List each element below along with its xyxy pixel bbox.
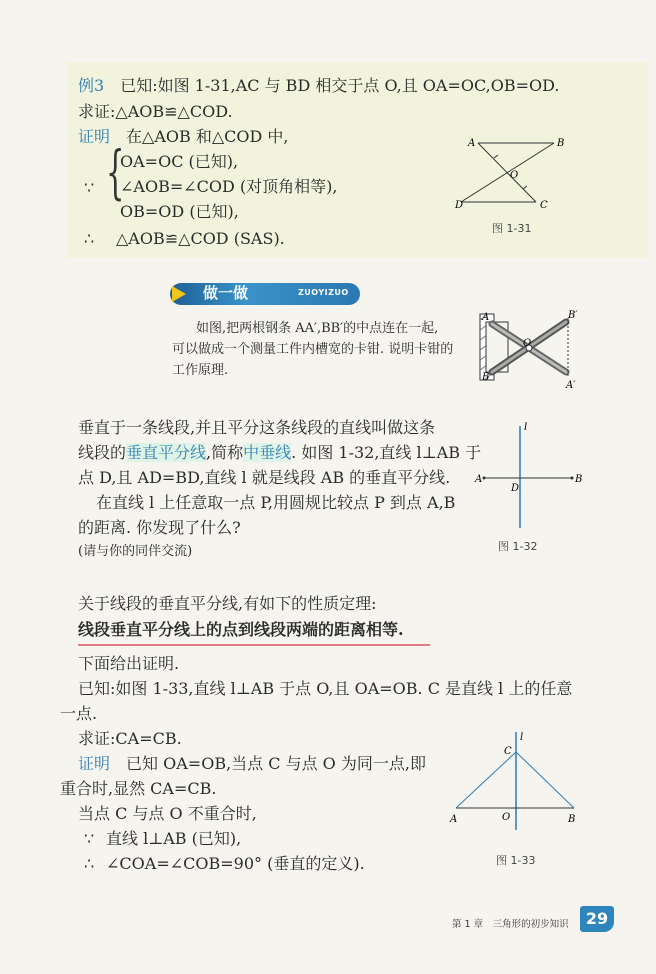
- label-l: l: [524, 422, 528, 433]
- given-text: 已知:如图 1-31,AC 与 BD 相交于点 O,且 OA=OC,OB=OD.: [120, 76, 560, 95]
- figure-1-33: [444, 730, 590, 830]
- page-number: 29: [580, 906, 614, 932]
- chapter-footer: 第 1 章 三角形的初步知识: [452, 919, 569, 930]
- definition-line-6: (请与你的同伴交流): [78, 544, 193, 559]
- label-l: l: [520, 732, 524, 743]
- figure-1-32: [476, 420, 596, 530]
- fig133-caption: 图 1-33: [496, 854, 536, 867]
- conclusion: △AOB≌△COD (SAS).: [116, 229, 285, 248]
- label-O: O: [523, 338, 532, 349]
- example-label: 例3: [78, 76, 105, 95]
- proof-line-8: 直线 l⊥AB (已知),: [106, 829, 242, 848]
- definition-line-3: 点 D,且 AD=BD,直线 l 就是线段 AB 的垂直平分线.: [78, 468, 451, 487]
- because-symbol: ∵: [84, 178, 95, 197]
- label-O: O: [502, 812, 511, 823]
- label-A: A: [482, 312, 490, 323]
- therefore-symbol: ∴: [84, 229, 95, 248]
- proof-label: 证明: [78, 127, 111, 146]
- label-B: B: [575, 474, 583, 485]
- proof-line-5: [78, 752, 426, 776]
- left-brace: {: [106, 138, 125, 206]
- proof-line-2: 已知:如图 1-33,直线 l⊥AB 于点 O,且 OA=OB. C 是直线 l 上的任意: [78, 679, 573, 698]
- tick-mark: [494, 155, 498, 158]
- because-symbol: ∵: [84, 829, 95, 848]
- theorem-underline: [78, 644, 430, 646]
- proof-line-1: 下面给出证明.: [78, 654, 180, 673]
- play-arrow-icon: [172, 286, 186, 302]
- label-D: D: [455, 200, 464, 211]
- segment-BD: [461, 143, 554, 202]
- point-B: [571, 477, 574, 480]
- proof-line-6: 重合时,显然 CA=CB.: [60, 779, 217, 798]
- point-A: [483, 477, 486, 480]
- fig131-caption: 图 1-31: [492, 222, 532, 235]
- definition-line-2: [78, 441, 481, 465]
- figure-1-31: [456, 132, 576, 222]
- example3-line1: [78, 74, 560, 98]
- tick-mark: [523, 186, 527, 189]
- label-A: A: [475, 474, 483, 485]
- label-C: C: [540, 200, 548, 211]
- text: . 如图 1-32,直线 l⊥AB 于: [291, 443, 482, 462]
- label-B: B: [482, 372, 490, 383]
- label-D: D: [511, 483, 520, 494]
- text: 线段的: [78, 443, 127, 462]
- label-O: O: [510, 170, 519, 181]
- proof-line-9: ∠COA=∠COB=90° (垂直的定义).: [106, 854, 365, 873]
- proof-line-3: 一点.: [60, 704, 98, 723]
- proof-intro: 在△AOB 和△COD 中,: [126, 127, 289, 146]
- label-B: B: [568, 814, 576, 825]
- activity-text-2: 可以做成一个测量工件内槽宽的卡钳. 说明卡钳的: [172, 342, 454, 357]
- activity-text-3: 工作原理.: [172, 363, 229, 378]
- theorem-statement: 线段垂直平分线上的点到线段两端的距离相等.: [78, 620, 404, 639]
- label-C: C: [504, 746, 512, 757]
- term-midperpendicular: 中垂线: [243, 443, 292, 462]
- condition-1: OA=OC (已知),: [120, 152, 239, 171]
- definition-line-5: 的距离. 你发现了什么?: [78, 518, 241, 537]
- label-A: A: [450, 814, 458, 825]
- example3-prove: 求证:△AOB≌△COD.: [78, 102, 233, 121]
- condition-2: ∠AOB=∠COD (对顶角相等),: [120, 177, 338, 196]
- activity-subtitle: ZUOYIZUO: [298, 288, 349, 297]
- fig132-caption: 图 1-32: [498, 540, 538, 553]
- therefore-symbol: ∴: [84, 854, 95, 873]
- label-A-prime: A′: [566, 380, 576, 391]
- definition-line-4: 在直线 l 上任意取一点 P,用圆规比较点 P 到点 A,B: [96, 493, 456, 512]
- activity-text-1: 如图,把两根钢条 AA′,BB′的中点连在一起,: [196, 321, 439, 336]
- proof-label: 证明: [78, 754, 111, 773]
- term-perpendicular-bisector: 垂直平分线: [126, 443, 207, 462]
- definition-line-1: 垂直于一条线段,并且平分这条线段的直线叫做这条: [78, 418, 436, 437]
- caliper-figure: [476, 306, 586, 390]
- segment-CA: [456, 752, 516, 808]
- text: ,简称: [206, 443, 244, 462]
- label-B: B: [557, 138, 565, 149]
- proof-line-7: 当点 C 与点 O 不重合时,: [78, 804, 257, 823]
- activity-title: 做一做: [203, 284, 249, 302]
- label-A: A: [468, 138, 476, 149]
- segment-CB: [516, 752, 574, 808]
- text: 已知 OA=OB,当点 C 与点 O 为同一点,即: [126, 754, 426, 773]
- label-B-prime: B′: [568, 310, 578, 321]
- proof-line-4: 求证:CA=CB.: [78, 729, 182, 748]
- theorem-intro: 关于线段的垂直平分线,有如下的性质定理:: [78, 594, 377, 613]
- condition-3: OB=OD (已知),: [120, 202, 239, 221]
